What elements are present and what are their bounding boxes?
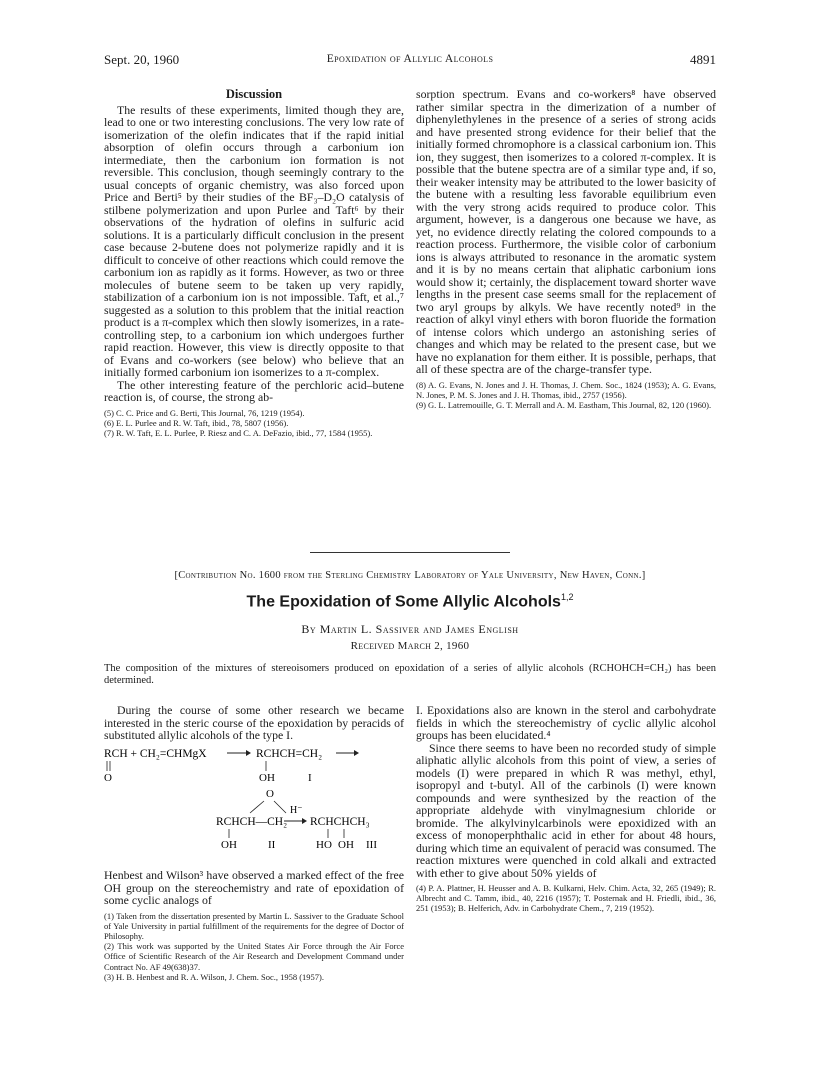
top-right-footnotes bbox=[416, 380, 716, 411]
contribution-line: [Contribution No. 1600 from the Sterling Chemistry Laboratory of Yale University, New Haven, Conn.] bbox=[174, 570, 646, 581]
bottom-right-column bbox=[416, 704, 716, 914]
reaction-scheme-drawing bbox=[104, 745, 404, 863]
scheme-label-I: I bbox=[308, 771, 312, 784]
spectrum-paragraph: sorption spectrum. Evans and co-workers⁸ have observed rather similar spectra in the dimerization of a number of diphenylethylenes in the presence of a series of strong acids and have presented strong evidence for their belief that the initially formed chromophore is a classical carbonium ion. This ion, they suggest, then isomerizes to a colored π-complex. It is possible that the butene spectra are of a similar type and, if so, their weaker intensity may be attributed to the lower basicity of the butene with a resulting less favorable equilibrium even with the very strong acids required to produce color. This argument, however, is a dangerous one because we have, as yet, no evidence directly relating the colored compounds to a reaction process. Furthermore, the visible color of carbonium ions is always attributed to resonance in the aromatic system and it is by no means certain that aliphatic carbonium ions would show it; certainly, the displacement toward shorter wave lengths in the present case seems small for the replacement of two aryl groups by alkyls. We have recently noted⁹ in the reaction of alkyl vinyl ethers with boron fluoride the formation of intense colors which undergo an astonishing series of changes and which may be related to the present case, but we have no explanation for them either. It is possible, perhaps, that all of these spectra are of the charge-transfer type. bbox=[416, 87, 716, 376]
header-running-title: Epoxidation of Allylic Alcohols bbox=[326, 53, 494, 65]
discussion-heading: Discussion bbox=[225, 87, 283, 101]
footnote-1: (1) Taken from the dissertation presented by Martin L. Sassiver to the Graduate School of Yale University in partial fulfillment of the requirements for the degree of Doctor of Philosophy. bbox=[104, 910, 404, 941]
bottom-left-footnotes bbox=[104, 911, 404, 982]
scheme-carbonyl-o: O bbox=[104, 771, 112, 784]
arrow-icon bbox=[227, 750, 251, 756]
discussion-paragraph-1: The results of these experiments, limited though they are, lead to one or two interesting conclusions. The very low rate of isomerization of the olefin indicates that if the rapid initial absorption of olefin occurs through a carbonium ion intermediate, then the carbonium ion formation is not reversible. This conclusion, though seemingly contrary to the usual concepts of organic chemistry, was also forced upon Price and Berti⁵ by their studies of the BF₃–D₂O catalysis of stilbene polymerization and upon Purlee and Taft⁶ by their observations of the hydration of olefins in sulfuric acid solutions. It is a particularly difficult conclusion in the present case because 2-butene does not polymerize rapidly and it is difficult to conceive of other reactions which could remove the carbonium ion as rapidly as it forms. However, as two or three molecules of butene seem to be taken up very rapidly, stabilization of a carbonium ion is not impossible. Taft, et al.,⁷ suggested as a solution to this problem that the initial reaction product is a π-complex which then slowly isomerizes, in a rate-controlling step, to a carbonium ion which undergoes further rapid reaction. However, this view is directly opposite to that of Evans and co-workers (see below) who believe that an initially formed carbonium ion isomerizes to a π-complex. bbox=[104, 102, 404, 379]
section-divider bbox=[310, 552, 510, 553]
header-date: Sept. 20, 1960 bbox=[104, 52, 180, 67]
arrow-icon bbox=[336, 750, 359, 756]
footnote-9: (9) G. L. Latremouille, G. T. Merrall and A. M. Eastham, This Journal, 82, 120 (1960). bbox=[416, 399, 712, 410]
article-title-footnote-marks: 1,2 bbox=[560, 592, 574, 602]
reaction-scheme bbox=[104, 745, 404, 867]
article-abstract: The composition of the mixtures of stereoisomers produced on epoxidation of a series of allylic alcohols (RCHOHCH=CH₂) has been determined. bbox=[104, 663, 716, 686]
epoxidation-paragraph: I. Epoxidations also are known in the sterol and carbohydrate fields in which the stereochemistry of cyclic allylic alcohol groups has been elucidated.⁴ bbox=[416, 703, 716, 742]
bottom-left-column bbox=[104, 704, 404, 982]
article-title bbox=[0, 592, 820, 611]
top-left-footnotes bbox=[104, 408, 404, 439]
arrow-icon bbox=[284, 818, 307, 824]
received-date: Received March 2, 1960 bbox=[350, 640, 470, 652]
footnote-2: (2) This work was supported by the United States Air Force through the Air Force Office of Scientific Research of the Air Research and Development Command under Contract No. AF 49(638)37. bbox=[104, 941, 404, 972]
scheme-epoxide-o: O bbox=[266, 787, 274, 800]
footnote-4: (4) P. A. Plattner, H. Heusser and A. B. Kulkarni, Helv. Chim. Acta, 32, 265 (1949); R. Albrecht and C. Tamm, ibid., 40, 2216 (1957); T. Posternak and H. Friedli, ibid., 36, 251 (1953); B. Helferich, Adv. in Carbohydrate Chem., 7, 219 (1952). bbox=[416, 883, 716, 914]
scheme-ho-III: HO bbox=[316, 838, 332, 851]
footnote-8: (8) A. G. Evans, N. Jones and J. H. Thomas, J. Chem. Soc., 1824 (1953); A. G. Evans, N. Jones, P. M. S. Jones and J. H. Thomas, ibid., 2757 (1956). bbox=[416, 379, 716, 400]
footnote-5: (5) C. C. Price and G. Berti, This Journal, 76, 1219 (1954). bbox=[104, 407, 305, 418]
scheme-product-I: RCHCH=CH₂ bbox=[256, 747, 323, 760]
footnote-6: (6) E. L. Purlee and R. W. Taft, ibid., 78, 5807 (1956). bbox=[104, 417, 289, 428]
bottom-right-footnotes bbox=[416, 883, 716, 914]
scheme-oh-II: OH bbox=[221, 838, 237, 851]
scheme-oh-I: OH bbox=[259, 771, 275, 784]
footnote-3: (3) H. B. Henbest and R. A. Wilson, J. Chem. Soc., 1958 (1957). bbox=[104, 971, 325, 982]
models-paragraph: Since there seems to have been no recorded study of simple aliphatic allylic alcohols from this point of view, a series of models (I) were prepared in which R was methyl, ethyl, isopropyl and t-butyl. All of the carbinols (I) were known compounds and were synthesized by the reaction of the appropriate aldehyde with vinylmagnesium chloride or bromide. The alkylvinylcarbinols were epoxidized with an excess of monoperphthalic acid in ether for about 48 hours, during which time an equivalent of peracid was consumed. The reaction mixtures were quenched in cold alkali and extracted with ether to give about 50% yields of bbox=[416, 740, 716, 880]
footnote-7: (7) R. W. Taft, E. L. Purlee, P. Riesz and C. A. DeFazio, ibid., 77, 1584 (1955). bbox=[104, 427, 373, 438]
henbest-paragraph: Henbest and Wilson³ have observed a marked effect of the free OH group on the stereochemistry and rate of epoxidation of some cyclic analogs of bbox=[104, 868, 404, 907]
article-authors: By Martin L. Sassiver and James English bbox=[301, 622, 519, 636]
scheme-reagent-hydride: H⁻ bbox=[290, 804, 303, 816]
discussion-paragraph-2: The other interesting feature of the perchloric acid–butene reaction is, of course, the strong ab- bbox=[104, 377, 404, 404]
article-title-text: The Epoxidation of Some Allylic Alcohols bbox=[246, 593, 561, 611]
intro-paragraph: During the course of some other research we became interested in the steric course of the epoxidation by peracids of substituted allylic alcohols of the type I. bbox=[104, 703, 404, 742]
top-left-column bbox=[104, 88, 404, 438]
scheme-oh-III: OH bbox=[338, 838, 354, 851]
header-page-number: 4891 bbox=[690, 52, 716, 67]
scheme-epoxide-II: RCHCH—CH₂ bbox=[216, 815, 288, 828]
scheme-label-II: II bbox=[268, 838, 276, 851]
top-right-column bbox=[416, 88, 716, 410]
scheme-reactants: RCH + CH₂=CHMgX bbox=[104, 747, 207, 760]
scheme-diol-III: RCHCHCH₃ bbox=[310, 815, 370, 828]
scheme-label-III: III bbox=[366, 838, 377, 851]
